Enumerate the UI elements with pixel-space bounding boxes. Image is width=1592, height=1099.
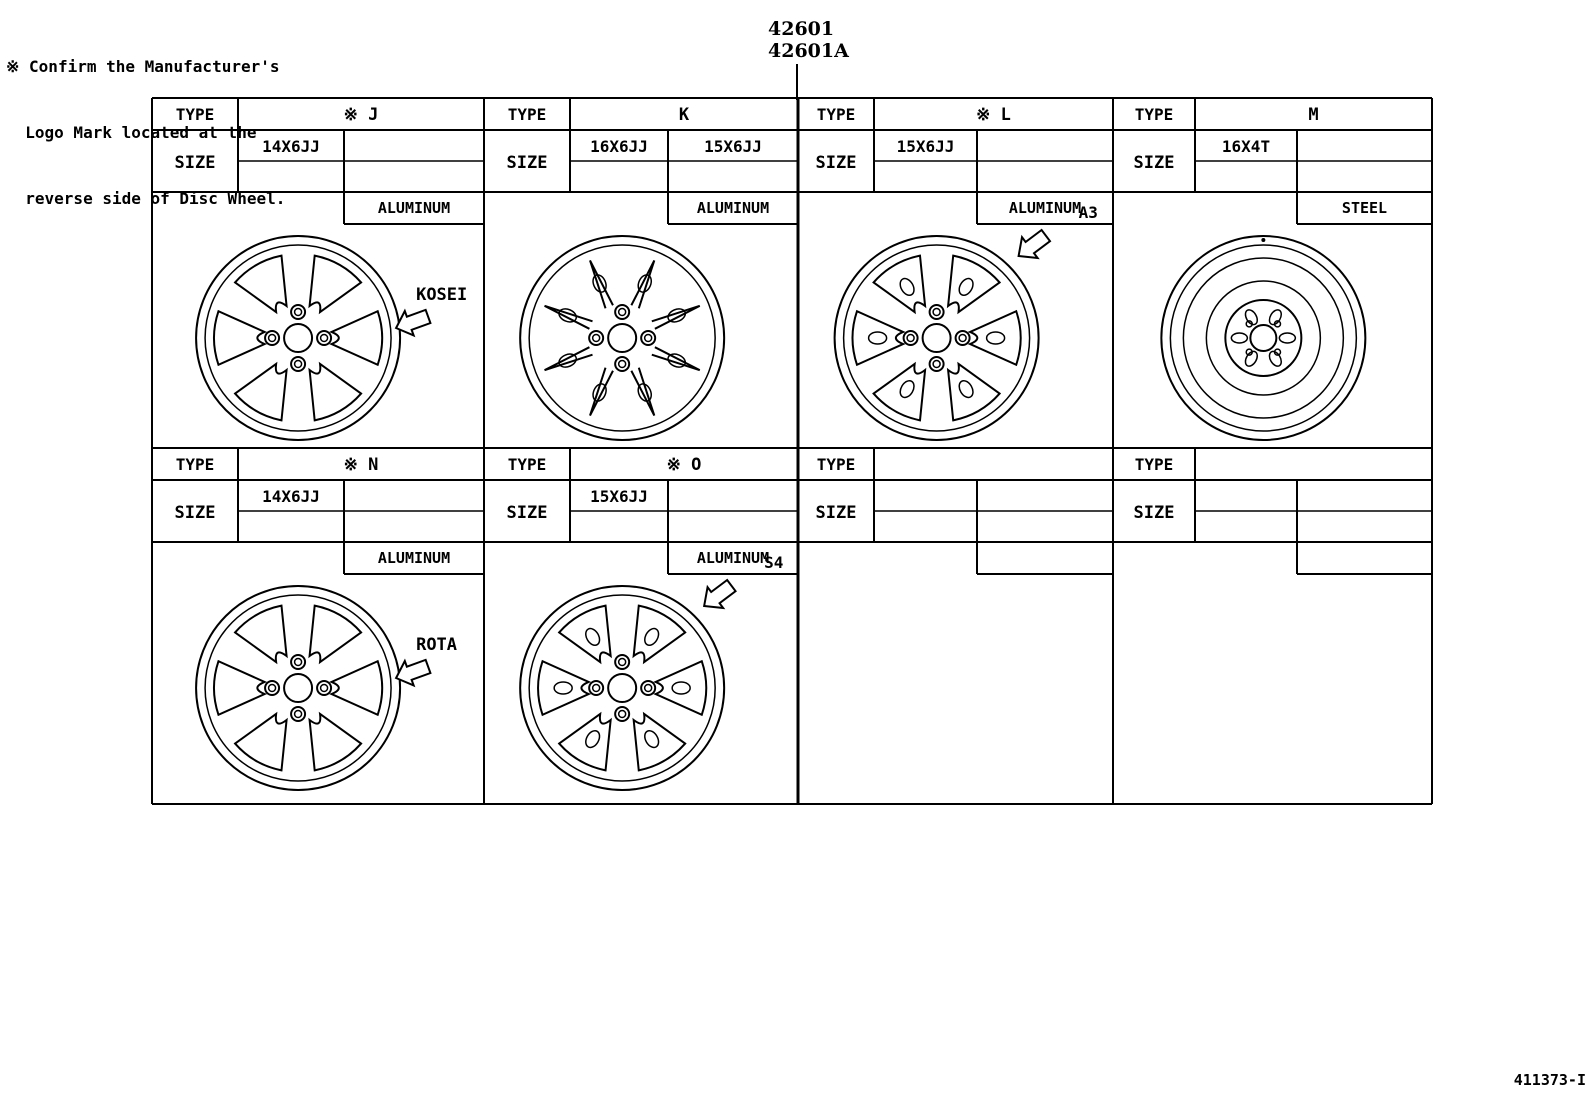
- callout-arrow: [1019, 230, 1050, 258]
- lug-nut-outer: [317, 331, 331, 345]
- lug-nut-inner: [907, 335, 914, 342]
- size-label: SIZE: [506, 503, 548, 523]
- lug-nut-inner: [619, 309, 626, 316]
- lug-nut-inner: [593, 335, 600, 342]
- type-label: TYPE: [1134, 105, 1174, 124]
- size-value: 15X6JJ: [590, 487, 648, 506]
- size-value: 14X6JJ: [262, 137, 320, 156]
- lug-nut-inner: [619, 659, 626, 666]
- spoke-cutout: [897, 378, 916, 400]
- type-label: TYPE: [175, 455, 215, 474]
- wheel-window: [332, 661, 383, 715]
- wheel-drawing: [835, 236, 1039, 440]
- material-label: ALUMINUM: [696, 199, 770, 217]
- note-line: Logo Mark located at the: [6, 123, 257, 142]
- diagram-ref: 411373-I: [1513, 1071, 1586, 1089]
- lug-nut-inner: [321, 685, 328, 692]
- part-number-alt[interactable]: 42601A: [768, 40, 849, 62]
- wheel-center-cap: [608, 674, 636, 702]
- wheel-ring: [1206, 281, 1320, 395]
- size-label: SIZE: [174, 503, 216, 523]
- type-value: ※ J: [343, 105, 379, 125]
- type-value: K: [678, 105, 690, 125]
- type-label: TYPE: [507, 105, 547, 124]
- spoke-cutout: [642, 626, 661, 648]
- lug-nut-inner: [933, 309, 940, 316]
- wheel-window: [332, 311, 383, 365]
- spoke-cutout: [672, 682, 690, 694]
- wheel-rim-inner: [205, 245, 391, 431]
- logo-callout: KOSEI: [416, 285, 468, 305]
- wheel-panel: [1113, 98, 1432, 440]
- lug-nut-outer: [641, 681, 655, 695]
- spoke-cutout: [554, 682, 572, 694]
- type-value: M: [1308, 105, 1319, 125]
- spoke-cutout: [583, 626, 602, 648]
- wheel-panel: [484, 448, 798, 790]
- size-label: SIZE: [1133, 503, 1175, 523]
- wheel-ring: [1183, 258, 1343, 418]
- material-label: STEEL: [1341, 199, 1388, 217]
- wheel-rim-inner: [529, 595, 715, 781]
- callout-arrow: [396, 310, 430, 336]
- material-label: ALUMINUM: [377, 199, 451, 217]
- size-label: SIZE: [815, 153, 857, 173]
- lug-nut-inner: [269, 685, 276, 692]
- lug-nut-outer: [291, 357, 305, 371]
- spoke-cutout: [956, 276, 975, 298]
- wheel-panel: [1113, 448, 1432, 574]
- size-label: SIZE: [815, 503, 857, 523]
- wheel-cutout: [970, 311, 1021, 365]
- lug-nut-inner: [593, 685, 600, 692]
- note-line: ※ Confirm the Manufacturer's: [6, 57, 280, 76]
- lug-nut-inner: [269, 335, 276, 342]
- type-value: ※ O: [666, 455, 702, 475]
- wheel-center-cap: [923, 324, 951, 352]
- size-label: SIZE: [1133, 153, 1175, 173]
- type-label: TYPE: [816, 455, 856, 474]
- lug-nut-outer: [615, 357, 629, 371]
- lug-nut-inner: [295, 659, 302, 666]
- spoke-cutout: [583, 728, 602, 750]
- type-label: TYPE: [175, 105, 215, 124]
- material-label: ALUMINUM: [1008, 199, 1082, 217]
- wheel-rim-inner: [529, 245, 715, 431]
- lug-nut-outer: [265, 681, 279, 695]
- lug-nut-inner: [295, 309, 302, 316]
- lug-nut-outer: [291, 655, 305, 669]
- wheel-center-cap: [284, 674, 312, 702]
- lug-nut-outer: [615, 655, 629, 669]
- wheel-drawing: [520, 236, 724, 440]
- wheel-window: [214, 311, 265, 365]
- lug-nut-outer: [615, 707, 629, 721]
- wheel-rim-outer: [196, 236, 400, 440]
- wheel-rim-inner: [1170, 245, 1356, 431]
- lug-nut-outer: [317, 681, 331, 695]
- note-line: reverse side of Disc Wheel.: [6, 189, 286, 208]
- part-number[interactable]: 42601: [768, 18, 835, 40]
- lug-nut-outer: [589, 331, 603, 345]
- material-label: ALUMINUM: [696, 549, 770, 567]
- wheel-vent-hole: [1279, 333, 1295, 343]
- lug-nut-outer: [641, 331, 655, 345]
- lug-nut-outer: [291, 707, 305, 721]
- callout-arrow: [704, 580, 735, 608]
- lug-nut-outer: [904, 331, 918, 345]
- logo-callout: ROTA: [416, 635, 458, 655]
- wheel-center-cap: [284, 324, 312, 352]
- lug-nut-outer: [589, 681, 603, 695]
- spoke-cutout: [987, 332, 1005, 344]
- wheel-cutout: [538, 661, 589, 715]
- wheel-panel: [152, 448, 484, 790]
- callout-arrow: [396, 660, 430, 686]
- size-value: 15X6JJ: [704, 137, 762, 156]
- logo-callout: S4: [764, 553, 784, 572]
- lug-nut-inner: [619, 711, 626, 718]
- wheel-vent-hole: [1231, 333, 1247, 343]
- size-label: SIZE: [174, 153, 216, 173]
- wheel-panel: [798, 98, 1113, 440]
- size-value: 16X4T: [1221, 137, 1271, 156]
- lug-nut-outer: [956, 331, 970, 345]
- size-label: SIZE: [506, 153, 548, 173]
- lug-nut-outer: [930, 357, 944, 371]
- wheel-hub-plate: [1225, 300, 1301, 376]
- wheel-drawing: [520, 586, 724, 790]
- logo-callout: A3: [1078, 203, 1098, 222]
- wheel-drawing: [196, 236, 400, 440]
- lug-nut-outer: [615, 305, 629, 319]
- valve-stem: [1261, 238, 1265, 242]
- wheel-rim-outer: [520, 586, 724, 790]
- spoke-cutout: [869, 332, 887, 344]
- spoke-cutout: [956, 378, 975, 400]
- wheel-panel: [152, 98, 484, 440]
- lug-nut-outer: [265, 331, 279, 345]
- wheel-panel: [798, 448, 1113, 574]
- wheel-center-bore: [1250, 325, 1276, 351]
- wheel-rim-outer: [196, 586, 400, 790]
- lug-nut-inner: [645, 335, 652, 342]
- wheel-rim-inner: [844, 245, 1030, 431]
- lug-nut-inner: [933, 361, 940, 368]
- wheel-drawing: [196, 586, 400, 790]
- size-value: 16X6JJ: [590, 137, 648, 156]
- wheel-window: [214, 661, 265, 715]
- wheel-drawing: [1161, 236, 1365, 440]
- material-label: ALUMINUM: [377, 549, 451, 567]
- lug-nut-outer: [291, 305, 305, 319]
- lug-nut-inner: [295, 711, 302, 718]
- wheel-panel: [484, 98, 798, 440]
- lug-nut-inner: [645, 685, 652, 692]
- wheel-rim-outer: [1161, 236, 1365, 440]
- lug-nut-inner: [619, 361, 626, 368]
- wheel-rim-outer: [520, 236, 724, 440]
- wheel-cutout: [853, 311, 904, 365]
- wheel-rim-outer: [835, 236, 1039, 440]
- type-value: ※ L: [976, 105, 1011, 125]
- lug-nut-inner: [321, 335, 328, 342]
- wheel-cutout: [656, 661, 707, 715]
- spoke-cutout: [897, 276, 916, 298]
- type-label: TYPE: [1134, 455, 1174, 474]
- lug-nut-outer: [930, 305, 944, 319]
- lug-nut-inner: [295, 361, 302, 368]
- size-value: 15X6JJ: [896, 137, 955, 156]
- spoke-cutout: [642, 728, 661, 750]
- size-value: 14X6JJ: [262, 487, 320, 506]
- wheel-rim-inner: [205, 595, 391, 781]
- wheel-center-cap: [608, 324, 636, 352]
- type-value: ※ N: [343, 455, 379, 475]
- type-label: TYPE: [507, 455, 547, 474]
- type-label: TYPE: [816, 105, 856, 124]
- lug-nut-inner: [959, 335, 966, 342]
